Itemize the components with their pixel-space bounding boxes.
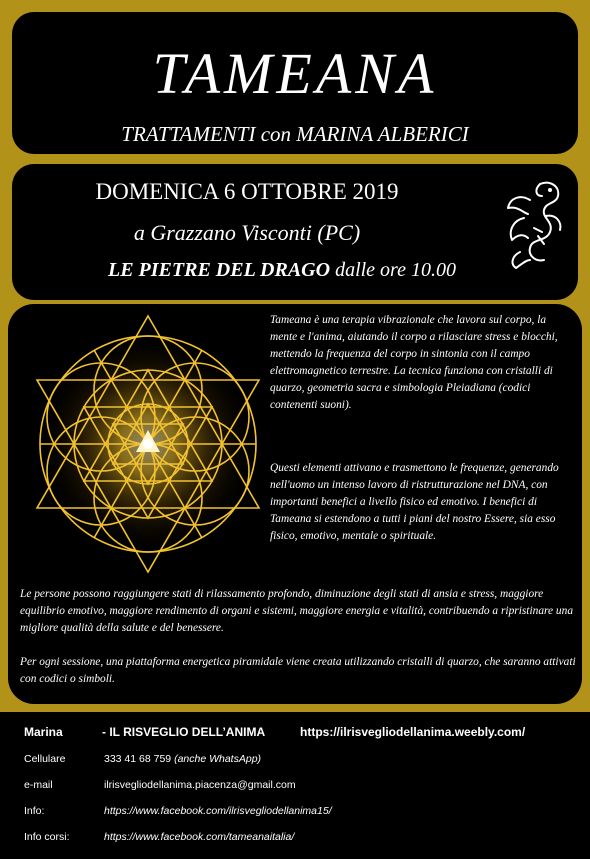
venue-name: LE PIETRE DEL DRAGO [108, 259, 331, 281]
info-label: Info: [24, 805, 45, 817]
info-link[interactable]: https://www.facebook.com/ilrisvegliodellanima15/ [104, 805, 332, 817]
subtitle: TRATTAMENTI con MARINA ALBERICI [121, 122, 469, 146]
title-panel [12, 12, 578, 154]
website-link[interactable]: https://ilrisvegliodellanima.weebly.com/ [300, 725, 526, 739]
courses-link[interactable]: https://www.facebook.com/tameanaitalia/ [104, 831, 295, 843]
contact-footer [0, 712, 590, 859]
event-panel [12, 164, 578, 300]
description-paragraph-4: Per ogni sessione, una piattaforma energetica piramidale viene creata utilizzando cristalli di quarzo, che saranno attivati con codici o simboli. [20, 656, 576, 685]
phone-label: Cellulare [24, 753, 66, 765]
contact-name: Marina [24, 725, 63, 739]
description-paragraph-1: Tameana è una terapia vibrazionale che lavora sul corpo, la mente e l'anima, aiutando il corpo a rilasciare stress e blocchi, mettendo la frequenza del corpo in sintonia con il campo elettromagnetico terrestre. La tecnica funziona con cristalli di quarzo, geometria sacra e simbologia Pleiadiana (codici contenenti suoni). [270, 314, 558, 411]
sacred-geometry-mandala [28, 308, 268, 580]
dragon-icon [500, 176, 566, 270]
email-link[interactable]: ilrisvegliodellanima.piacenza@gmail.com [104, 779, 296, 791]
phone-number[interactable]: 333 41 68 759 [104, 753, 172, 765]
description-paragraph-3: Le persone possono raggiungere stati di rilassamento profondo, diminuzione degli stati di ansia e stress, maggiore equilibrio emotivo, maggiore rendimento di organi e sistemi, maggiore energia e vitalità, contribuendo a ripristinare una migliore qualità della salute e del benessere. [20, 588, 574, 634]
page-title: TAMEANA [152, 41, 438, 106]
event-time: dalle ore 10.00 [330, 259, 456, 281]
phone-value [104, 753, 261, 765]
description-paragraph-2: Questi elementi attivano e trasmettono le frequenze, generando nell'uomo un intenso lavoro di ristrutturazione nel DNA, con importanti benefici a livello fisico ed emotivo. I benefici di Tameana si estendono a tutti i piani del nostro Essere, sia esso fisico, emotivo, mentale o spirituale. [270, 462, 559, 542]
event-date: DOMENICA 6 OTTOBRE 2019 [95, 179, 399, 204]
description-panel [8, 304, 582, 704]
contact-tagline: - IL RISVEGLIO DELL’ANIMA [102, 725, 266, 739]
email-label: e-mail [24, 779, 53, 791]
phone-note: (anche WhatsApp) [171, 753, 262, 765]
event-place: a Grazzano Visconti (PC) [133, 220, 361, 245]
event-venue-line [12, 259, 552, 282]
courses-label: Info corsi: [24, 831, 70, 843]
